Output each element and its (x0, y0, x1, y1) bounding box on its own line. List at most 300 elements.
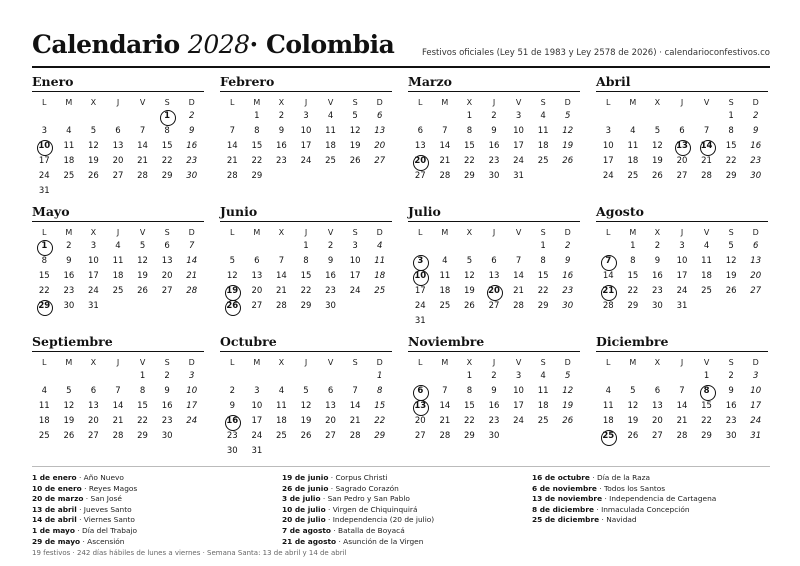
day-cell: 8 (376, 386, 383, 396)
month-calendar (408, 204, 580, 334)
day-cell: 3 (679, 241, 685, 251)
day-cell: 6 (327, 386, 334, 396)
holiday-name: Ascensión (87, 536, 125, 546)
weekday-label: S (728, 358, 734, 367)
weekday-header (32, 226, 204, 239)
day-grid (596, 239, 768, 314)
day-cell: 30 (750, 171, 762, 181)
day-cell: 9 (491, 386, 497, 396)
day-cell: 11 (627, 141, 639, 151)
day-cell: 21 (186, 271, 198, 281)
day-cell: 3 (90, 241, 97, 251)
day-cell: 21 (701, 156, 712, 166)
day-cell: 14 (112, 401, 124, 411)
empty-day-cell (318, 369, 343, 384)
holiday-separator: · (594, 504, 602, 514)
weekday-label: D (376, 358, 383, 367)
day-cell: 4 (376, 241, 383, 251)
day-cell: 14 (602, 271, 614, 281)
day-cell: 28 (186, 286, 198, 296)
day-cell: 14 (186, 256, 198, 266)
month-name: Noviembre (408, 334, 580, 352)
day-cell: 25 (701, 286, 712, 296)
day-cell: 22 (300, 286, 312, 296)
day-cell: 11 (325, 126, 336, 136)
day-cell: 12 (652, 141, 663, 151)
day-cell: 29 (627, 301, 639, 311)
day-cell: 12 (349, 126, 361, 136)
day-cell: 27 (161, 286, 173, 296)
holiday-item (32, 526, 282, 537)
weekday-label: D (752, 228, 759, 237)
day-cell: 30 (226, 446, 238, 456)
holiday-day-cell: 3 (408, 254, 433, 269)
day-cell: 28 (602, 301, 614, 311)
months-grid (32, 74, 768, 464)
day-cell: 23 (325, 286, 336, 296)
day-cell: 6 (376, 111, 383, 121)
holiday-list (32, 473, 772, 547)
month-name: Febrero (220, 74, 392, 92)
day-cell: 26 (652, 171, 663, 181)
holiday-item (32, 537, 282, 548)
day-cell: 14 (137, 141, 148, 151)
day-cell: 5 (229, 256, 235, 266)
footnote: 19 festivos · 242 días hábiles de lunes a viernes · Semana Santa: 13 de abril y 14 de abril (32, 549, 347, 557)
day-cell: 25 (112, 286, 124, 296)
day-cell: 27 (488, 301, 500, 311)
day-cell: 16 (488, 401, 500, 411)
day-cell: 19 (137, 271, 148, 281)
weekday-label: V (703, 98, 710, 107)
empty-day-cell (621, 369, 646, 384)
day-cell: 13 (251, 271, 263, 281)
day-cell: 8 (164, 126, 170, 136)
weekday-label: S (728, 228, 734, 237)
day-cell: 20 (251, 286, 263, 296)
day-cell: 5 (564, 111, 571, 121)
day-cell: 12 (137, 256, 148, 266)
weekday-label: X (90, 358, 97, 367)
empty-day-cell (433, 239, 458, 254)
day-grid (596, 109, 768, 184)
day-cell: 18 (627, 156, 639, 166)
day-cell: 14 (439, 141, 451, 151)
day-cell: 4 (442, 256, 448, 266)
weekday-label: X (90, 98, 97, 107)
day-cell: 11 (374, 256, 386, 266)
holiday-name: Día de la Raza (597, 473, 651, 482)
day-cell: 15 (725, 141, 737, 151)
holiday-item (282, 526, 532, 537)
weekday-label: J (492, 228, 496, 237)
holiday-date: 10 de enero (32, 483, 82, 493)
holiday-day-cell: 10 (408, 269, 433, 284)
day-cell: 24 (513, 156, 524, 166)
holiday-date: 1 de mayo (32, 525, 75, 535)
month-name: Diciembre (596, 334, 768, 352)
holiday-separator: · (589, 473, 597, 482)
weekday-label: S (164, 98, 170, 107)
day-cell: 15 (374, 401, 386, 411)
empty-day-cell (596, 369, 621, 384)
holiday-column (32, 473, 282, 547)
day-cell: 11 (38, 401, 50, 411)
day-cell: 28 (137, 171, 148, 181)
weekday-label: J (304, 98, 308, 107)
day-cell: 8 (728, 126, 734, 136)
day-cell: 2 (728, 371, 734, 381)
day-cell: 29 (300, 301, 312, 311)
holiday-separator: · (325, 515, 333, 525)
day-cell: 14 (276, 271, 287, 281)
day-cell: 10 (513, 386, 524, 396)
day-cell: 28 (676, 431, 688, 441)
month-calendar (32, 334, 204, 464)
weekday-label: L (42, 98, 47, 107)
empty-day-cell (457, 239, 482, 254)
day-cell: 20 (325, 416, 336, 426)
day-cell: 17 (349, 271, 361, 281)
day-cell: 1 (728, 111, 734, 121)
weekday-label: D (376, 228, 383, 237)
weekday-label: X (278, 358, 285, 367)
empty-day-cell (220, 109, 245, 124)
day-cell: 16 (186, 141, 198, 151)
day-cell: 14 (676, 401, 688, 411)
day-cell: 19 (627, 416, 639, 426)
day-cell: 3 (188, 371, 195, 381)
day-cell: 6 (417, 126, 423, 136)
weekday-label: V (703, 228, 710, 237)
weekday-label: X (278, 228, 285, 237)
day-cell: 12 (464, 271, 475, 281)
day-cell: 1 (466, 371, 473, 381)
day-cell: 10 (602, 141, 614, 151)
day-cell: 31 (88, 301, 99, 311)
weekday-label: M (629, 358, 637, 367)
holiday-item (32, 494, 282, 505)
day-grid (220, 109, 392, 184)
day-cell: 29 (701, 431, 712, 441)
day-cell: 27 (414, 431, 426, 441)
holiday-name: Todos los Santos (604, 483, 666, 493)
day-cell: 9 (66, 256, 72, 266)
weekday-label: S (352, 98, 358, 107)
holiday-separator: · (599, 515, 607, 525)
day-cell: 25 (38, 431, 50, 441)
day-cell: 19 (88, 156, 99, 166)
holiday-separator: · (83, 494, 91, 504)
holiday-name: San José (90, 494, 122, 504)
holiday-name: Navidad (606, 515, 637, 525)
day-cell: 20 (652, 416, 663, 426)
title-year: 2028 (187, 30, 250, 59)
day-cell: 1 (466, 111, 473, 121)
day-cell: 17 (300, 141, 312, 151)
month-name: Abril (596, 74, 768, 92)
weekday-label: D (188, 228, 195, 237)
month-calendar (408, 334, 580, 464)
day-cell: 7 (442, 386, 448, 396)
day-cell: 31 (750, 431, 762, 441)
day-cell: 6 (654, 386, 661, 396)
day-cell: 12 (562, 126, 574, 136)
day-cell: 17 (251, 416, 263, 426)
empty-day-cell (645, 369, 670, 384)
day-cell: 6 (752, 241, 759, 251)
weekday-header (32, 96, 204, 109)
day-cell: 22 (701, 416, 712, 426)
day-cell: 6 (679, 126, 685, 136)
day-grid (408, 239, 580, 329)
day-cell: 17 (750, 401, 762, 411)
day-cell: 10 (300, 126, 312, 136)
day-cell: 3 (752, 371, 759, 381)
day-cell: 15 (251, 141, 263, 151)
weekday-label: V (139, 358, 146, 367)
month-calendar (220, 334, 392, 464)
day-cell: 24 (88, 286, 99, 296)
holiday-separator: · (76, 504, 84, 514)
day-cell: 17 (186, 401, 198, 411)
empty-day-cell (81, 109, 106, 124)
day-cell: 23 (725, 416, 737, 426)
day-cell: 29 (374, 431, 386, 441)
weekday-label: V (703, 358, 710, 367)
day-cell: 14 (226, 141, 238, 151)
weekday-label: D (376, 98, 383, 107)
weekday-label: V (139, 228, 146, 237)
weekday-label: M (65, 98, 73, 107)
month-name: Enero (32, 74, 204, 92)
weekday-label: M (253, 358, 261, 367)
empty-day-cell (294, 369, 319, 384)
holiday-separator: · (328, 483, 336, 493)
day-cell: 30 (63, 301, 75, 311)
day-cell: 18 (602, 416, 614, 426)
day-cell: 21 (112, 416, 124, 426)
day-cell: 29 (725, 171, 737, 181)
day-cell: 24 (750, 416, 762, 426)
day-cell: 27 (750, 286, 762, 296)
month-calendar (596, 204, 768, 334)
day-cell: 27 (325, 431, 336, 441)
holiday-name: Inmaculada Concepción (601, 504, 690, 514)
day-cell: 24 (186, 416, 198, 426)
day-cell: 23 (488, 416, 500, 426)
day-cell: 4 (278, 386, 285, 396)
holiday-day-cell: 8 (694, 384, 719, 399)
day-cell: 15 (701, 401, 712, 411)
day-cell: 9 (278, 126, 285, 136)
day-cell: 12 (562, 386, 574, 396)
day-cell: 7 (278, 256, 285, 266)
day-cell: 7 (352, 386, 358, 396)
day-cell: 8 (139, 386, 146, 396)
day-cell: 25 (63, 171, 75, 181)
day-cell: 18 (439, 286, 451, 296)
holiday-day-cell: 13 (408, 399, 433, 414)
day-cell: 22 (374, 416, 386, 426)
month-calendar (32, 204, 204, 334)
weekday-label: X (654, 228, 661, 237)
day-cell: 20 (374, 141, 386, 151)
day-cell: 8 (303, 256, 309, 266)
day-cell: 7 (703, 126, 710, 136)
day-cell: 8 (466, 386, 473, 396)
holiday-day-cell: 13 (670, 139, 695, 154)
day-cell: 27 (414, 171, 426, 181)
day-cell: 15 (161, 141, 173, 151)
day-cell: 30 (488, 171, 500, 181)
holiday-item (282, 484, 532, 495)
day-cell: 22 (251, 156, 263, 166)
day-cell: 23 (652, 286, 663, 296)
holiday-date: 14 de abril (32, 515, 77, 525)
holiday-name: Viernes Santo (83, 515, 135, 525)
day-cell: 17 (513, 401, 524, 411)
holiday-separator: · (328, 473, 336, 482)
weekday-header (596, 96, 768, 109)
holiday-item (32, 515, 282, 526)
weekday-label: V (515, 358, 522, 367)
weekday-label: L (230, 98, 235, 107)
weekday-label: V (515, 98, 522, 107)
day-cell: 13 (161, 256, 173, 266)
month-calendar (596, 334, 768, 464)
holiday-item (282, 505, 532, 516)
holiday-name: Sagrado Corazón (335, 483, 399, 493)
day-cell: 25 (537, 156, 549, 166)
day-cell: 25 (374, 286, 386, 296)
month-calendar (408, 74, 580, 204)
day-cell: 28 (513, 301, 524, 311)
day-grid (220, 239, 392, 314)
day-cell: 7 (139, 126, 146, 136)
day-cell: 2 (752, 111, 759, 121)
empty-day-cell (482, 239, 507, 254)
day-cell: 17 (602, 156, 614, 166)
day-cell: 23 (186, 156, 198, 166)
day-cell: 30 (562, 301, 574, 311)
day-cell: 26 (137, 286, 148, 296)
day-cell: 10 (88, 256, 99, 266)
empty-day-cell (408, 109, 433, 124)
day-cell: 5 (654, 126, 661, 136)
empty-day-cell (220, 239, 245, 254)
day-cell: 26 (88, 171, 99, 181)
day-cell: 3 (515, 111, 522, 121)
day-cell: 16 (161, 401, 173, 411)
holiday-item (532, 473, 772, 484)
weekday-label: D (188, 358, 195, 367)
day-cell: 26 (562, 416, 574, 426)
holiday-day-cell: 6 (408, 384, 433, 399)
weekday-header (220, 356, 392, 369)
day-cell: 10 (676, 256, 688, 266)
day-cell: 19 (63, 416, 75, 426)
empty-day-cell (408, 239, 433, 254)
day-cell: 16 (652, 271, 663, 281)
day-cell: 9 (491, 126, 497, 136)
holiday-day-cell: 26 (220, 299, 245, 314)
holiday-separator: · (602, 494, 610, 504)
day-cell: 27 (112, 171, 124, 181)
weekday-label: L (230, 228, 235, 237)
day-cell: 11 (63, 141, 75, 151)
day-cell: 9 (188, 126, 195, 136)
day-cell: 1 (540, 241, 546, 251)
section-divider (32, 466, 770, 467)
day-cell: 5 (728, 241, 734, 251)
day-cell: 11 (112, 256, 124, 266)
day-cell: 18 (38, 416, 50, 426)
holiday-name: Reyes Magos (88, 483, 138, 493)
day-cell: 22 (161, 156, 173, 166)
day-cell: 21 (439, 156, 451, 166)
day-cell: 10 (513, 126, 524, 136)
day-cell: 21 (513, 286, 524, 296)
day-cell: 2 (278, 111, 285, 121)
day-grid (408, 109, 580, 184)
empty-day-cell (408, 369, 433, 384)
day-cell: 25 (537, 416, 549, 426)
day-cell: 30 (161, 431, 173, 441)
holiday-name: Día del Trabajo (82, 525, 138, 535)
day-cell: 29 (137, 431, 148, 441)
weekday-label: J (304, 358, 308, 367)
holiday-column (282, 473, 532, 547)
day-cell: 4 (327, 111, 334, 121)
title-separator: · (249, 30, 258, 59)
day-cell: 16 (562, 271, 574, 281)
month-name: Marzo (408, 74, 580, 92)
day-cell: 5 (66, 386, 72, 396)
weekday-header (32, 356, 204, 369)
holiday-date: 6 de noviembre (532, 483, 597, 493)
holiday-date: 8 de diciembre (532, 504, 594, 514)
day-cell: 12 (300, 401, 312, 411)
day-cell: 26 (725, 286, 737, 296)
day-cell: 14 (349, 401, 361, 411)
day-cell: 28 (276, 301, 287, 311)
day-cell: 3 (352, 241, 358, 251)
holiday-day-cell: 14 (694, 139, 719, 154)
day-cell: 11 (602, 401, 614, 411)
day-cell: 17 (38, 156, 50, 166)
day-cell: 19 (300, 416, 312, 426)
day-cell: 13 (652, 401, 663, 411)
day-cell: 11 (701, 256, 712, 266)
calendar-header (32, 28, 770, 64)
day-cell: 8 (540, 256, 546, 266)
empty-day-cell (694, 109, 719, 124)
day-cell: 20 (161, 271, 173, 281)
weekday-label: J (680, 228, 684, 237)
empty-day-cell (57, 109, 82, 124)
holiday-separator: · (76, 473, 84, 482)
holiday-name: Asunción de la Virgen (343, 536, 424, 546)
holiday-date: 13 de noviembre (532, 494, 603, 504)
holiday-date: 1 de enero (32, 473, 77, 482)
holiday-separator: · (81, 483, 89, 493)
day-cell: 25 (627, 171, 639, 181)
day-cell: 28 (112, 431, 124, 441)
day-cell: 22 (464, 416, 475, 426)
month-calendar (220, 204, 392, 334)
holiday-separator: · (336, 536, 344, 546)
